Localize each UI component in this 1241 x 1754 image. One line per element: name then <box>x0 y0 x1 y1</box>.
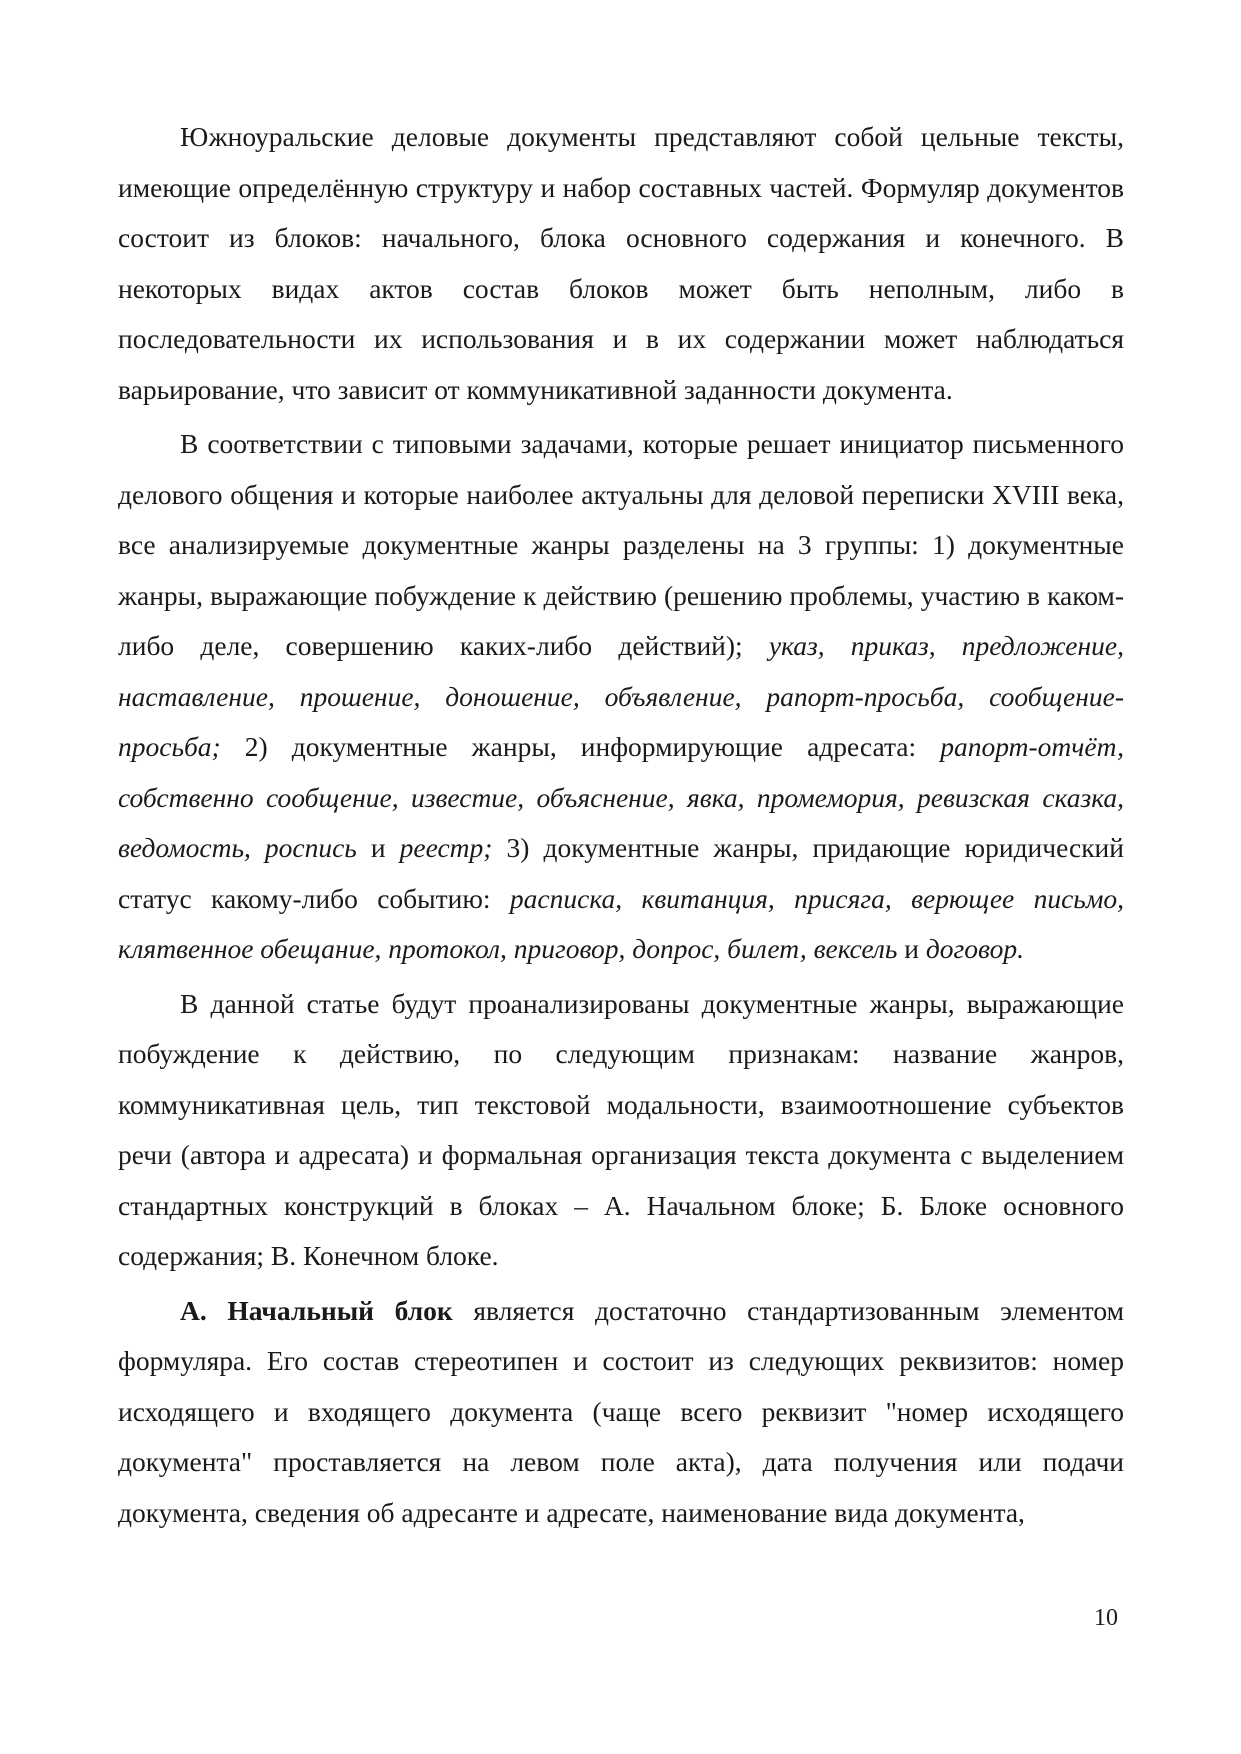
genre-list-informing: рапорт-отчёт, собственно сообщение, известие, объяснение, явка, промемория, ревизская сказка, ведомость, роспись <box>118 731 1124 863</box>
page-number: 10 <box>1094 1605 1118 1631</box>
paragraph-genre-groups <box>118 419 1124 975</box>
paragraph-initial-block <box>118 1286 1124 1539</box>
paragraph-document-structure <box>118 112 1124 415</box>
paragraph-text: и <box>897 933 926 964</box>
paragraph-analysis-criteria <box>118 979 1124 1282</box>
paragraph-text: В данной статье будут проанализированы документные жанры, выражающие побуждение к действию, по следующим признакам: название жанров, коммуникативная цель, тип текстовой модальности, взаимоотношение субъектов речи (автора и адресата) и формальная организация текста документа с выделением стандартных конструкций в блоках – А. Начальном блоке; Б. Блоке основного содержания; В. Конечном блоке. <box>118 987 1124 1271</box>
paragraph-text: является достаточно стандартизованным элементом формуляра. Его состав стереотипен и состоит из следующих реквизитов: номер исходящего и входящего документа (чаще всего реквизит "номер исходящего документа" проставляется на левом поле акта), дата получения или подачи документа, сведения об адресанте и адресате, наименование вида документа, <box>118 1294 1124 1528</box>
section-heading-initial-block: А. Начальный блок <box>180 1294 453 1326</box>
paragraph-text: 2) документные жанры, информирующие адресата: <box>220 731 941 762</box>
genre-list-incentive: указ, приказ, предложение, наставление, прошение, доношение, объявление, рапорт-просьба, сообщение-просьба; <box>118 630 1124 762</box>
paragraph-text: В соответствии с типовыми задачами, которые решает инициатор письменного делового общения и которые наиболее актуальны для деловой переписки XVIII века, все анализируемые документные жанры разделены на 3 группы: 1) документные жанры, выражающие побуждение к действию (решению проблемы, участию в каком-либо деле, совершению каких-либо действий); <box>118 428 1124 661</box>
document-page <box>118 112 1124 1538</box>
paragraph-text: и <box>356 832 400 863</box>
paragraph-text: 3) документные жанры, придающие юридический статус какому-либо событию: <box>118 832 1124 914</box>
genre-contract: договор. <box>925 933 1024 964</box>
genre-registry: реестр; <box>399 832 493 863</box>
genre-list-legal: расписка, квитанция, присяга, верющее письмо, клятвенное обещание, протокол, приговор, допрос, билет, вексель <box>118 882 1124 964</box>
paragraph-text: Южноуральские деловые документы представляют собой цельные тексты, имеющие определённую структуру и набор составных частей. Формуляр документов состоит из блоков: начального, блока основного содержания и конечного. В некоторых видах актов состав блоков может быть неполным, либо в последовательности их использования и в их содержании может наблюдаться варьирование, что зависит от коммуникативной заданности документа. <box>118 121 1124 405</box>
